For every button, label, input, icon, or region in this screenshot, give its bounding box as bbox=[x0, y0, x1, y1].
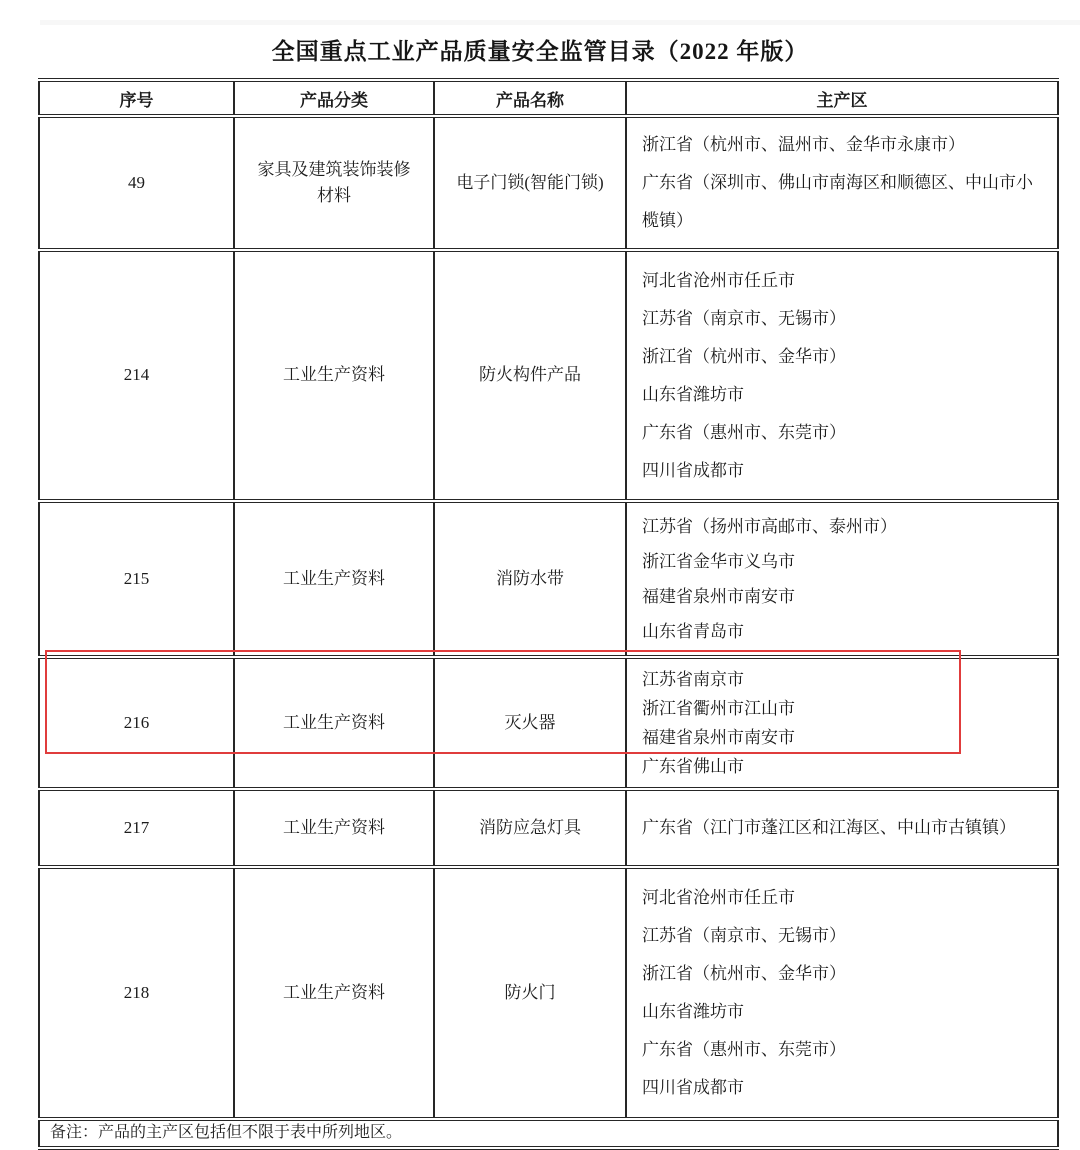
region-line: 四川省成都市 bbox=[642, 1078, 744, 1097]
table-row bbox=[39, 789, 1058, 867]
region-line: 广东省（惠州市、东莞市） bbox=[642, 422, 846, 442]
cell-product-name: 电子门锁(智能门锁) bbox=[434, 116, 626, 250]
region-line: 山东省潍坊市 bbox=[642, 384, 744, 404]
cell-main-production-area bbox=[626, 789, 1058, 867]
region-line: 江苏省（南京市、无锡市） bbox=[642, 308, 846, 328]
table-row-highlighted bbox=[39, 657, 1058, 789]
region-line: 河北省沧州市任丘市 bbox=[642, 270, 795, 290]
cell-serial-number: 215 bbox=[39, 501, 234, 657]
region-line: 江苏省南京市 bbox=[642, 670, 744, 689]
region-line: 浙江省（杭州市、金华市） bbox=[642, 964, 846, 983]
region-line: 广东省（惠州市、东莞市） bbox=[642, 1040, 846, 1059]
table-row bbox=[39, 867, 1058, 1119]
table-row bbox=[39, 250, 1058, 501]
cell-product-name: 灭火器 bbox=[434, 657, 626, 789]
cell-serial-number: 217 bbox=[39, 789, 234, 867]
table-row bbox=[39, 501, 1058, 657]
cell-main-production-area bbox=[626, 250, 1058, 501]
region-line: 浙江省（杭州市、温州市、金华市永康市） bbox=[642, 135, 965, 154]
cell-main-production-area bbox=[626, 116, 1058, 250]
cell-product-name: 消防应急灯具 bbox=[434, 789, 626, 867]
table-header-row bbox=[39, 80, 1058, 116]
region-line: 江苏省（扬州市高邮市、泰州市） bbox=[642, 517, 897, 536]
region-line: 山东省潍坊市 bbox=[642, 1002, 744, 1021]
header-product-category: 产品分类 bbox=[234, 80, 434, 116]
region-line: 广东省佛山市 bbox=[642, 757, 744, 776]
table-footnote-row bbox=[39, 1119, 1058, 1148]
table-row bbox=[39, 116, 1058, 250]
cell-product-category: 工业生产资料 bbox=[234, 657, 434, 789]
cell-main-production-area bbox=[626, 867, 1058, 1119]
region-line: 河北省沧州市任丘市 bbox=[642, 888, 795, 907]
cell-product-category: 家具及建筑装饰装修材料 bbox=[234, 116, 434, 250]
region-line: 福建省泉州市南安市 bbox=[642, 728, 795, 747]
region-line: 浙江省（杭州市、金华市） bbox=[642, 346, 846, 366]
region-line: 广东省（深圳市、佛山市南海区和顺德区、中山市小榄镇） bbox=[642, 173, 1033, 230]
cell-product-category: 工业生产资料 bbox=[234, 789, 434, 867]
region-line: 江苏省（南京市、无锡市） bbox=[642, 926, 846, 945]
cell-product-name: 防火构件产品 bbox=[434, 250, 626, 501]
cell-product-category: 工业生产资料 bbox=[234, 250, 434, 501]
cell-product-name: 防火门 bbox=[434, 867, 626, 1119]
page-title: 全国重点工业产品质量安全监管目录（2022 年版） bbox=[271, 39, 809, 64]
cell-product-category: 工业生产资料 bbox=[234, 867, 434, 1119]
catalog-table bbox=[38, 78, 1059, 1150]
cell-serial-number: 214 bbox=[39, 250, 234, 501]
region-line: 浙江省金华市义乌市 bbox=[642, 552, 795, 571]
cell-product-name: 消防水带 bbox=[434, 501, 626, 657]
header-serial-number: 序号 bbox=[39, 80, 234, 116]
header-product-name: 产品名称 bbox=[434, 80, 626, 116]
region-line: 广东省（江门市蓬江区和江海区、中山市古镇镇） bbox=[642, 818, 1016, 837]
cell-main-production-area bbox=[626, 657, 1058, 789]
region-line: 山东省青岛市 bbox=[642, 622, 744, 641]
cell-main-production-area bbox=[626, 501, 1058, 657]
cell-serial-number: 216 bbox=[39, 657, 234, 789]
cell-serial-number: 49 bbox=[39, 116, 234, 250]
scan-artifact-band bbox=[40, 20, 1080, 25]
region-line: 四川省成都市 bbox=[642, 460, 744, 480]
cell-product-category: 工业生产资料 bbox=[234, 501, 434, 657]
header-main-production-area: 主产区 bbox=[626, 80, 1058, 116]
region-line: 浙江省衢州市江山市 bbox=[642, 699, 795, 718]
footnote-text: 备注：产品的主产区包括但不限于表中所列地区。 bbox=[39, 1119, 1058, 1148]
region-line: 福建省泉州市南安市 bbox=[642, 587, 795, 606]
cell-serial-number: 218 bbox=[39, 867, 234, 1119]
